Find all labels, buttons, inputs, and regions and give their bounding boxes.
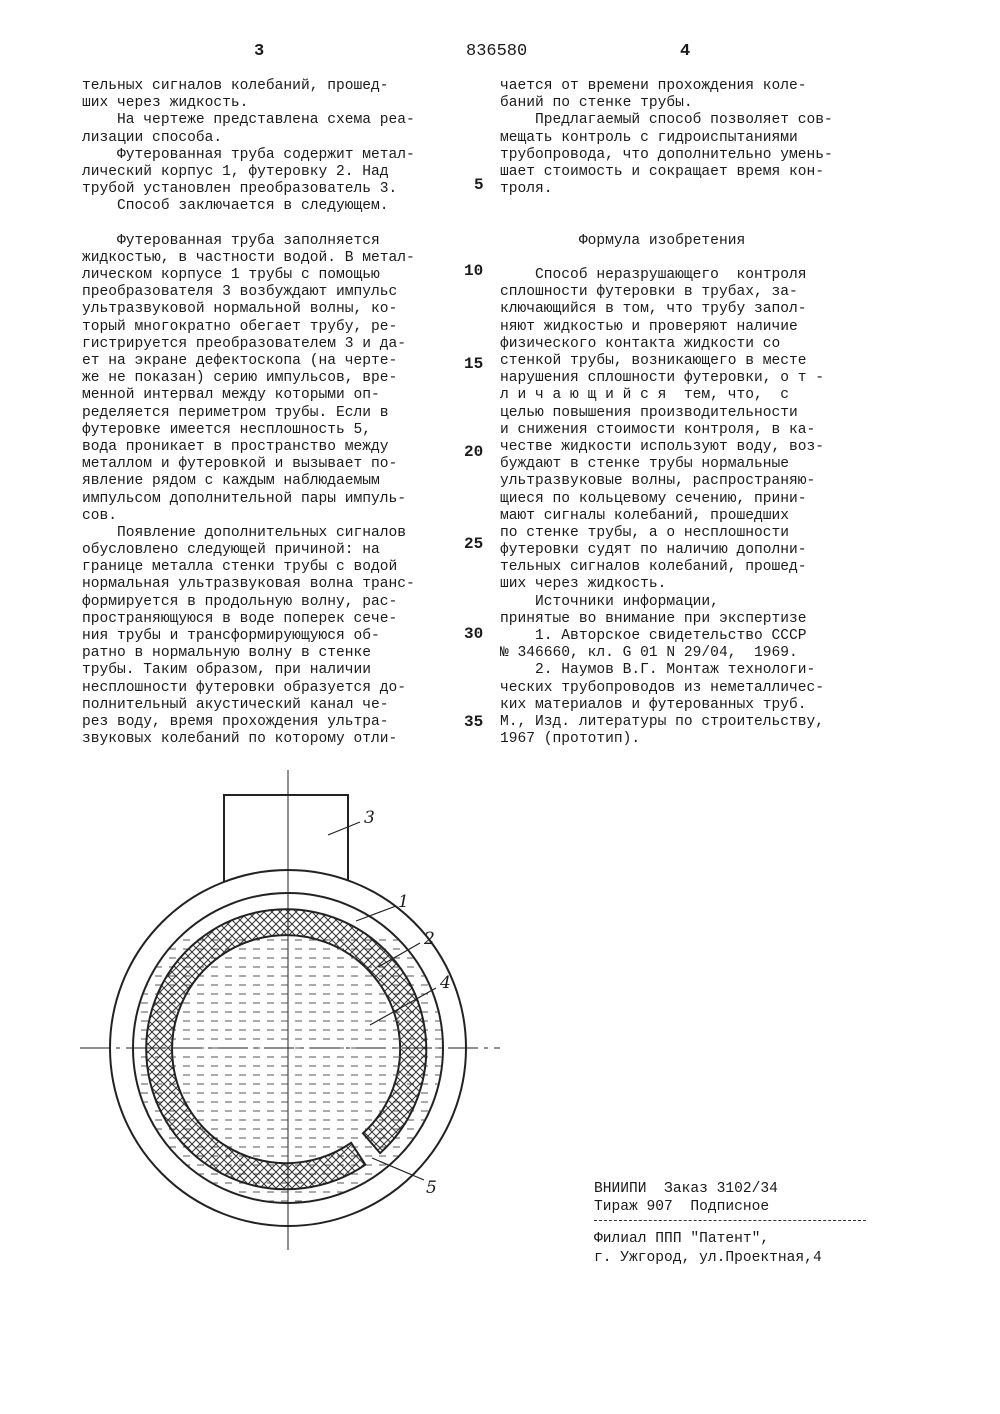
text-line: Способ неразрушающего контроля [500, 267, 807, 284]
text-line: Футерованная труба содержит метал- [82, 146, 415, 163]
text-line: мают сигналы колебаний, прошедших [500, 507, 790, 524]
text-line: ких материалов и футерованных труб. [500, 696, 807, 713]
text-line: трубы. Таким образом, при наличии [82, 662, 372, 679]
footer-address: г. Ужгород, ул.Проектная,4 [594, 1250, 822, 1266]
text-line: лический корпус 1, футеровку 2. Над [82, 163, 389, 180]
text-line: мещать контроль с гидроиспытаниями [500, 129, 798, 146]
text-line: торый многократно обегает трубу, ре- [82, 318, 398, 335]
footer-divider [594, 1220, 866, 1221]
line-number-20: 20 [464, 443, 484, 461]
text-line: ших через жидкость. [82, 95, 249, 112]
text-line: явление рядом с каждым наблюдаемым [82, 473, 380, 490]
text-line: сов. [82, 507, 118, 524]
text-line: шает стоимость и сокращает время кон- [500, 163, 825, 180]
text-line: тельных сигналов колебаний, прошед- [82, 78, 389, 94]
text-line: ния трубы и трансформирующуюся об- [82, 628, 380, 644]
text-line: импульсом дополнительной пары импуль- [82, 490, 407, 507]
line-number-5: 5 [474, 176, 484, 194]
text-line: няют жидкостью и проверяют наличие [500, 318, 798, 335]
text-line: обусловлено следующей причиной: на [82, 542, 380, 559]
text-line: буждают в стенке трубы нормальные [500, 456, 790, 473]
text-line: баний по стенке трубы. [500, 95, 693, 112]
text-line: несплошности футеровки образуется до- [82, 679, 407, 696]
text-line: Формула изобретения [500, 232, 746, 249]
line-number-25: 25 [464, 535, 484, 553]
text-line: ределяется периметром трубы. Если в [82, 404, 389, 421]
text-line: щиеся по кольцевому сечению, прини- [500, 490, 807, 507]
text-line: 1. Авторское свидетельство СССР [500, 628, 807, 644]
text-line: ет на экране дефектоскопа (на черте- [82, 353, 398, 369]
text-line: лизации способа. [82, 129, 223, 146]
text-line: металлом и футеровкой и вызывает по- [82, 456, 398, 473]
text-line: Источники информации, [500, 593, 719, 610]
label-4: 4 [440, 973, 451, 993]
footer-print-run: Тираж 907 Подписное [594, 1199, 770, 1215]
text-line: На чертеже представлена схема реа- [82, 112, 415, 129]
text-line: формируется в продольную волну, рас- [82, 593, 398, 610]
text-line: границе металла стенки трубы с водой [82, 559, 398, 576]
text-line: целью повышения производительности [500, 404, 798, 421]
text-line: ческих трубопроводов из неметалличес- [500, 679, 825, 696]
text-line: жидкостью, в частности водой. В метал- [82, 249, 415, 266]
text-line: ключающийся в том, что трубу запол- [500, 301, 807, 318]
text-line: чается от времени прохождения коле- [500, 78, 807, 94]
text-line: преобразователя 3 возбуждают импульс [82, 284, 398, 301]
text-line: троля. [500, 181, 553, 198]
text-line: ших через жидкость. [500, 576, 667, 593]
text-line: ультразвуковые волны, распространяю- [500, 473, 816, 490]
text-line: ультразвуковой нормальной волны, ко- [82, 301, 398, 318]
text-line: вода проникает в пространство между [82, 438, 389, 455]
text-line: М., Изд. литературы по строительству, [500, 713, 825, 730]
patent-number: 836580 [466, 42, 528, 61]
line-number-35: 35 [464, 713, 484, 731]
text-line: Предлагаемый способ позволяет сов- [500, 112, 833, 129]
line-number-10: 10 [464, 262, 484, 280]
label-3: 3 [364, 808, 375, 828]
text-line: сплошности футеровки в трубах, за- [500, 284, 798, 301]
text-line: звуковых колебаний по которому отли- [82, 731, 398, 748]
text-line: ратно в нормальную волну в стенке [82, 645, 372, 662]
text-line: лическом корпусе 1 трубы с помощью [82, 267, 380, 284]
text-line: рез воду, время прохождения ультра- [82, 713, 389, 730]
text-line: трубопровода, что дополнительно умень- [500, 146, 833, 163]
text-line: менной интервал между которыми оп- [82, 387, 380, 404]
text-line: Футерованная труба заполняется [82, 232, 380, 249]
text-line: по стенке трубы, а о несплошности [500, 524, 790, 541]
text-line: гистрируется преобразователем 3 и да- [82, 335, 407, 352]
text-line: стенкой трубы, возникающего в месте [500, 353, 807, 369]
text-line: пространяющуюся в воде поперек сече- [82, 610, 398, 627]
text-line: тельных сигналов колебаний, прошед- [500, 559, 807, 576]
text-line: же не показан) серию импульсов, вре- [82, 370, 398, 387]
line-number-15: 15 [464, 355, 484, 373]
page-number-left: 3 [254, 42, 265, 61]
text-line: футеровке имеется несплошность 5, [82, 421, 372, 438]
text-line: трубой установлен преобразователь 3. [82, 181, 398, 198]
footer-branch: Филиал ППП "Патент", [594, 1231, 770, 1247]
page-number-right: 4 [680, 42, 691, 61]
text-line: физического контакта жидкости со [500, 335, 781, 352]
text-line: нормальная ультразвуковая волна транс- [82, 576, 415, 593]
label-5: 5 [426, 1178, 437, 1198]
text-line: честве жидкости используют воду, воз- [500, 438, 825, 455]
text-line: л и ч а ю щ и й с я тем, что, с [500, 387, 790, 404]
text-line: 2. Наумов В.Г. Монтаж технологи- [500, 662, 816, 679]
label-2: 2 [424, 929, 435, 949]
text-line: нарушения сплошности футеровки, о т - [500, 370, 825, 387]
text-line: полнительный акустический канал че- [82, 696, 389, 713]
footer-order: ВНИИПИ Заказ 3102/34 [594, 1181, 778, 1197]
text-line: № 346660, кл. G 01 N 29/04, 1969. [500, 645, 798, 662]
label-1: 1 [398, 892, 409, 912]
text-line: Появление дополнительных сигналов [82, 524, 407, 541]
line-number-30: 30 [464, 625, 484, 643]
text-line: и снижения стоимости контроля, в ка- [500, 421, 816, 438]
text-line: Способ заключается в следующем. [82, 198, 389, 215]
text-line: 1967 (прототип). [500, 731, 641, 748]
text-line: принятые во внимание при экспертизе [500, 610, 807, 627]
text-line: футеровки судят по наличию дополни- [500, 542, 807, 559]
